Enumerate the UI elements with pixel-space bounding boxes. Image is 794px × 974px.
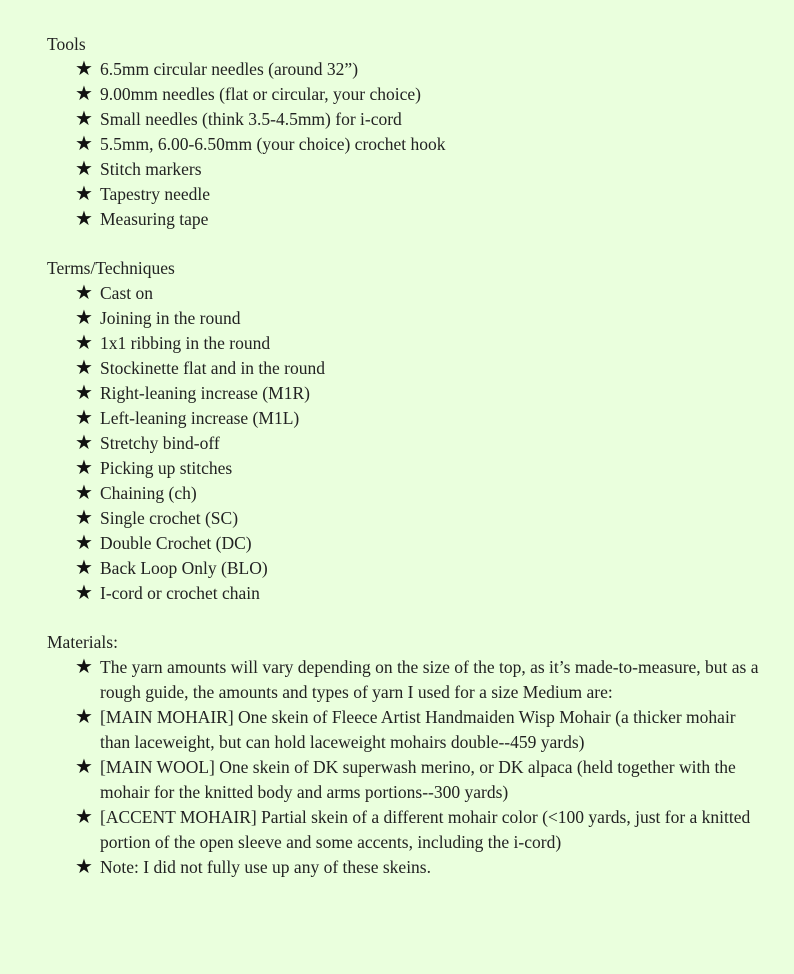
- list-item-text: Small needles (think 3.5-4.5mm) for i-cord: [100, 109, 402, 129]
- star-icon: ★: [75, 181, 93, 205]
- star-icon: ★: [75, 131, 93, 155]
- star-icon: ★: [75, 505, 93, 529]
- star-icon: ★: [75, 305, 93, 329]
- star-icon: ★: [75, 854, 93, 878]
- list-item: [75, 406, 764, 431]
- star-icon: ★: [75, 56, 93, 80]
- list-item: [75, 306, 764, 331]
- list-item-text: Double Crochet (DC): [100, 533, 252, 553]
- tools-list: [47, 57, 764, 232]
- list-item: [75, 356, 764, 381]
- list-item: [75, 107, 764, 132]
- terms-heading: Terms/Techniques: [47, 258, 175, 278]
- star-icon: ★: [75, 405, 93, 429]
- list-item-text: The yarn amounts will vary depending on the size of the top, as it’s made-to-measure, but as a rough guide, the amounts and types of yarn I used for a size Medium are:: [100, 657, 759, 702]
- list-item-text: Single crochet (SC): [100, 508, 239, 528]
- list-item-text: [MAIN MOHAIR] One skein of Fleece Artist Handmaiden Wisp Mohair (a thicker mohair than laceweight, but can hold laceweight mohairs double--459 yards): [100, 707, 736, 752]
- list-item-text: 6.5mm circular needles (around 32”): [100, 59, 359, 79]
- star-icon: ★: [75, 330, 93, 354]
- list-item-text: Tapestry needle: [100, 184, 211, 204]
- list-item: [75, 481, 764, 506]
- list-item: [75, 82, 764, 107]
- list-item-text: 9.00mm needles (flat or circular, your choice): [100, 84, 421, 104]
- star-icon: ★: [75, 280, 93, 304]
- list-item: [75, 705, 764, 755]
- list-item-text: 5.5mm, 6.00-6.50mm (your choice) crochet hook: [100, 134, 446, 154]
- list-item-text: Left-leaning increase (M1L): [100, 408, 300, 428]
- list-item: [75, 281, 764, 306]
- materials-list: [47, 655, 764, 880]
- list-item: [75, 556, 764, 581]
- star-icon: ★: [75, 355, 93, 379]
- list-item: [75, 132, 764, 157]
- list-item: [75, 331, 764, 356]
- list-item-text: Right-leaning increase (M1R): [100, 383, 310, 403]
- list-item-text: Stitch markers: [100, 159, 202, 179]
- list-item: [75, 655, 764, 705]
- list-item-text: Back Loop Only (BLO): [100, 558, 268, 578]
- list-item: [75, 157, 764, 182]
- list-item: [75, 456, 764, 481]
- list-item-text: [MAIN WOOL] One skein of DK superwash merino, or DK alpaca (held together with the mohair for the knitted body and arms portions--300 yards): [100, 757, 736, 802]
- star-icon: ★: [75, 654, 93, 678]
- star-icon: ★: [75, 480, 93, 504]
- list-item: [75, 57, 764, 82]
- star-icon: ★: [75, 804, 93, 828]
- list-item: [75, 207, 764, 232]
- list-item: [75, 855, 764, 880]
- star-icon: ★: [75, 555, 93, 579]
- list-item-text: I-cord or crochet chain: [100, 583, 260, 603]
- star-icon: ★: [75, 430, 93, 454]
- list-item-text: Chaining (ch): [100, 483, 197, 503]
- star-icon: ★: [75, 380, 93, 404]
- materials-heading: Materials:: [47, 632, 118, 652]
- terms-section: [47, 256, 764, 606]
- list-item: [75, 805, 764, 855]
- list-item-text: Note: I did not fully use up any of these skeins.: [100, 857, 431, 877]
- list-item-text: Picking up stitches: [100, 458, 233, 478]
- list-item-text: Stretchy bind-off: [100, 433, 220, 453]
- list-item-text: [ACCENT MOHAIR] Partial skein of a different mohair color (<100 yards, just for a knitted portion of the open sleeve and some accents, including the i-cord): [100, 807, 751, 852]
- star-icon: ★: [75, 81, 93, 105]
- list-item-text: Stockinette flat and in the round: [100, 358, 326, 378]
- star-icon: ★: [75, 106, 93, 130]
- materials-section: [47, 630, 764, 880]
- tools-heading: Tools: [47, 34, 86, 54]
- list-item-text: Cast on: [100, 283, 153, 303]
- star-icon: ★: [75, 530, 93, 554]
- list-item: [75, 581, 764, 606]
- list-item-text: 1x1 ribbing in the round: [100, 333, 271, 353]
- star-icon: ★: [75, 754, 93, 778]
- list-item-text: Joining in the round: [100, 308, 241, 328]
- list-item-text: Measuring tape: [100, 209, 209, 229]
- list-item: [75, 755, 764, 805]
- star-icon: ★: [75, 156, 93, 180]
- star-icon: ★: [75, 580, 93, 604]
- list-item: [75, 182, 764, 207]
- list-item: [75, 506, 764, 531]
- terms-list: [47, 281, 764, 606]
- list-item: [75, 531, 764, 556]
- tools-section: [47, 32, 764, 232]
- list-item: [75, 431, 764, 456]
- star-icon: ★: [75, 206, 93, 230]
- list-item: [75, 381, 764, 406]
- star-icon: ★: [75, 455, 93, 479]
- star-icon: ★: [75, 704, 93, 728]
